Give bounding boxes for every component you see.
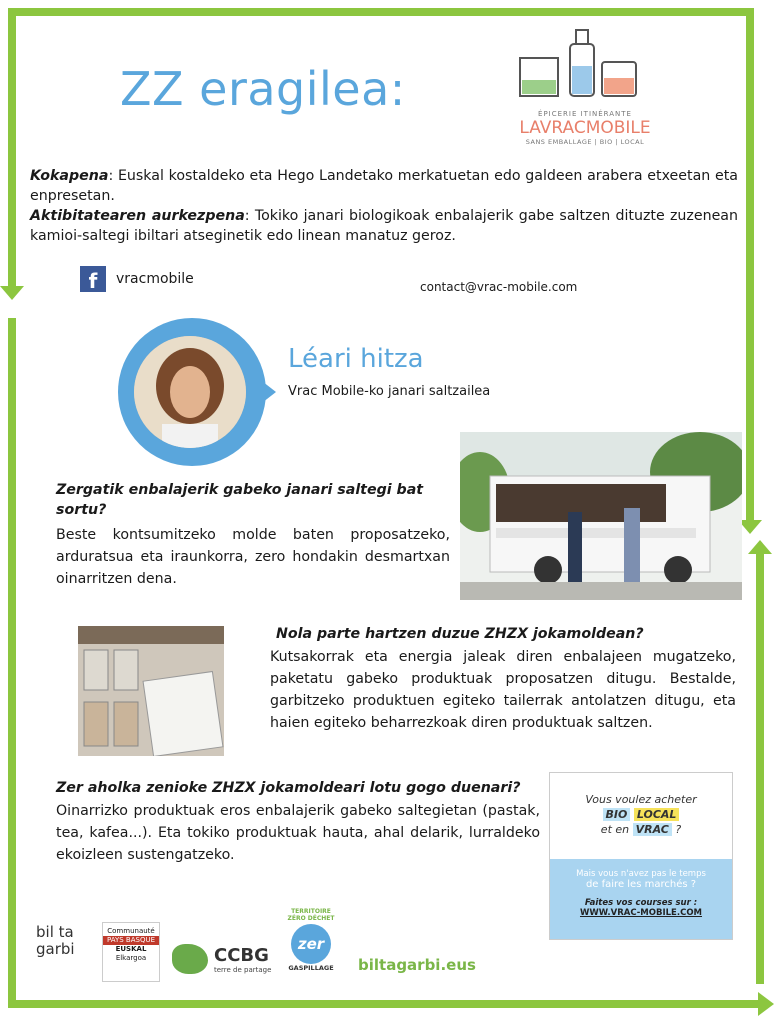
facebook-link[interactable] [80,266,194,292]
jars-icon [512,28,658,98]
frame-arrow-down-left [0,286,24,300]
site-link[interactable]: biltagarbi.eus [358,956,476,974]
aktibitatea-label: Aktibitatearen aurkezpena [30,208,245,224]
territoire-logo [284,908,338,980]
flyer-line2: et en [600,823,630,836]
logo-name: LAVRACMOBILE [519,118,651,138]
flyer-question-mark: ? [675,823,682,836]
question-1: Zergatik enbalajerik gabeko janari saltegi bat sortu? [56,482,424,518]
speaker-ring-arrow [258,378,276,406]
facebook-icon: f [80,266,106,292]
jars-shop-photo [78,626,224,756]
gaspillage-text: GASPILLAGE [288,964,334,972]
food-truck-photo [460,432,742,600]
biltagarbi-logo: bil ta garbi [36,923,75,958]
contact-email[interactable]: contact@vrac-mobile.com [420,280,578,294]
zer-icon: zer [291,924,331,964]
vrac-flyer [549,772,733,940]
ccbg-name: CCBG [214,944,269,966]
frame-left-lower [8,318,16,1008]
ccbg-sub: terre de partage [214,965,272,974]
flyer-cta: Faites vos courses sur : [584,898,698,908]
aktibitatea-text: : Tokiko janari biologikoak enbalajerik gabe saltzen dituzte zuzenean kamioi-saltegi ibiltari atseginetik edo linean manatuz geroz. [30,208,738,244]
community-logo [102,922,160,982]
frame-bottom [8,1000,760,1008]
flyer-line1: Vous voulez acheter [585,793,697,806]
frame-arrow-right-bottom [758,992,774,1016]
kokapena-text: : Euskal kostaldeko eta Hego Landetako merkatuetan edo galdeen arabera etxeetan eta enpresetan. [30,168,738,204]
frame-arrow-up-right [748,540,772,554]
question-2: Nola parte hartzen duzue ZHZX jokamoldean? [276,626,644,642]
logo-top-line: ÉPICERIE ITINÉRANTE [538,110,632,118]
frame-right-upper [746,8,754,528]
community-line-3: EUSKAL [115,945,147,953]
flyer-mid2: de faire les marchés ? [585,879,697,890]
frame-left-upper [8,8,16,288]
ccbg-map-icon [172,944,208,974]
territoire-text: TERRITOIRE ZÉRO DÉCHET [287,908,335,922]
speaker-photo [134,336,246,448]
logo-bottom-line: SANS EMBALLAGE | BIO | LOCAL [525,138,645,146]
question-3: Zer aholka zenioke ZHZX jokamoldeari lotu gogo duenari? [56,780,521,796]
portrait-icon [134,336,246,448]
flyer-url[interactable]: WWW.VRAC-MOBILE.COM [579,908,703,918]
community-line-4: Elkargoa [115,954,147,962]
flyer-bio: BIO [603,808,631,821]
community-line-1: Communauté [107,927,155,935]
flyer-local: LOCAL [634,808,680,821]
speaker-role: Vrac Mobile-ko janari saltzailea [288,384,491,399]
speaker-heading: Léari hitza [288,344,424,374]
answer-3: Oinarrizko produktuak eros enbalajerik gabeko saltegietan (pastak, tea, kafea...). Eta tokiko produktuak hauta, ahal delarik, lurraldeko ekoizleen sustengatzeko. [56,803,540,863]
frame-top [8,8,750,16]
kokapena-label: Kokapena [30,168,109,184]
jars-image-icon [78,626,224,756]
frame-right-lower [756,554,764,984]
facebook-handle: vracmobile [116,271,194,287]
flyer-mid1: Mais vous n'avez pas le temps [576,869,706,879]
answer-1: Beste kontsumitzeko molde baten proposatzeko, arduratsua eta iraunkorra, zero hondakin desmartxan oinarritzen dena. [56,527,450,587]
ccbg-logo [172,938,274,980]
page-title: ZZ eragilea: [120,62,406,116]
lavracmobile-logo [512,28,658,156]
truck-image-icon [460,432,742,600]
flyer-vrac: VRAC [633,823,672,836]
community-line-2: PAYS BASQUE [103,936,159,945]
intro-block [30,166,738,246]
answer-2: Kutsakorrak eta energia jaleak diren enbalajeen mugatzeko, paketatu gabeko produktuak proposatzen ditugu. Bestalde, garbitzeko produktuen egiteko tailerrak antolatzen ditugu, eta haien egiteko beharrezkoak diren produktuak saltzen. [270,649,736,731]
